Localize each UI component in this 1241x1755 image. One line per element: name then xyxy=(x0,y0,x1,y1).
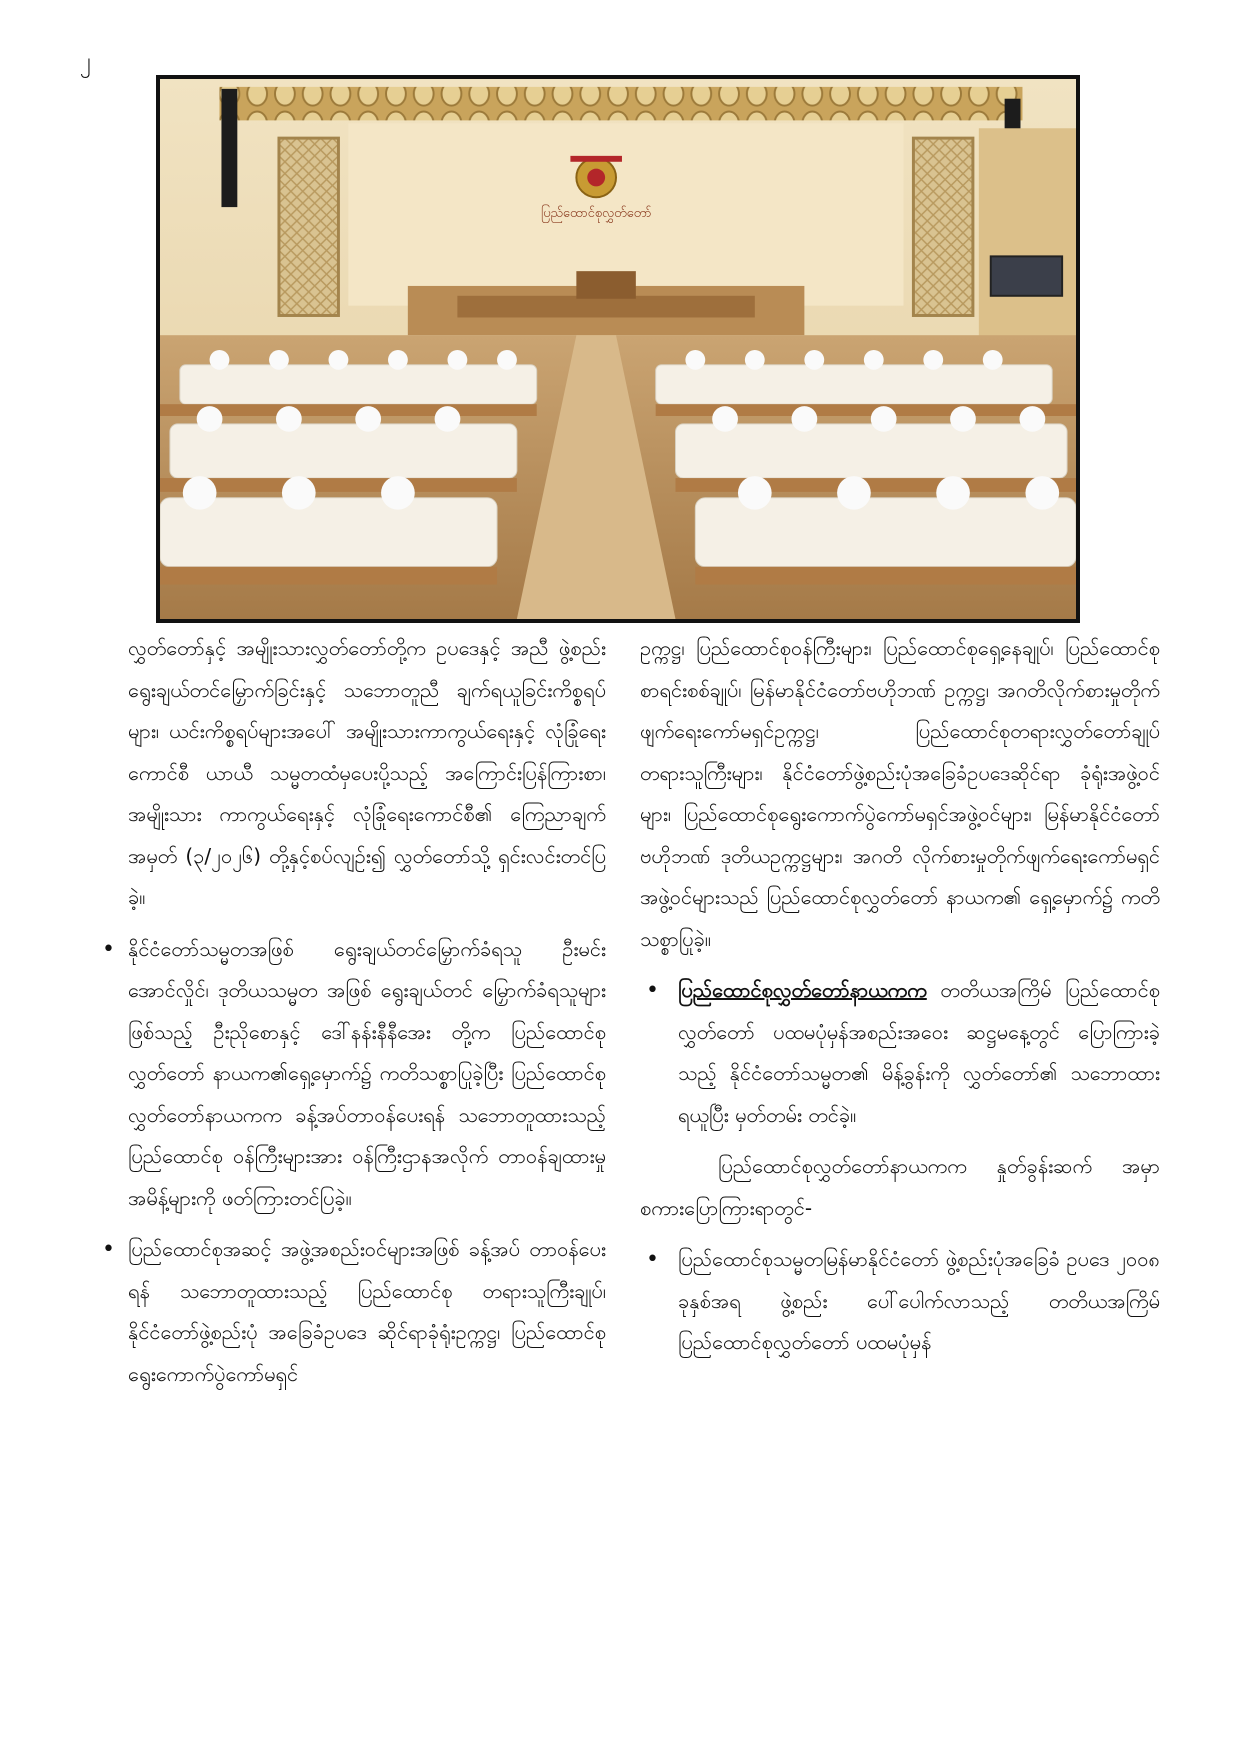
parliament-hall-photo xyxy=(156,75,1080,623)
speaker-bold-label: ပြည်ထောင်စုလွှတ်တော်နာယကက xyxy=(678,978,927,1002)
bullet-president-oath: • နိုင်ငံတော်သမ္မတအဖြစ် ရွေးချယ်တင်မြှောက်ခံရသူ ဦးမင်းအောင်လှိုင်၊ ဒုတိယသမ္မတ အဖြစ် ရွေးချယ်တင် မြှောက်ခံရသူများဖြစ်သည့် ဦးညိုစောနှင့် ဒေါ်နန်းနီနီအေး တို့က ပြည်ထောင်စုလွှတ်တော် နာယက၏ရှေ့မှောက်၌ ကတိသစ္စာပြုခဲ့ပြီး ပြည်ထောင်စုလွှတ်တော်နာယကက ခန့်အပ်တာဝန်ပေးရန် သဘောတူထားသည့် ပြည်ထောင်စု ဝန်ကြီးများအား ဝန်ကြီးဌာနအလိုက် တာဝန်ချထားမှု အမိန့်များကို ဖတ်ကြားတင်ပြခဲ့။ xyxy=(96,929,606,1220)
emblem-caption: ပြည်ထောင်စုလွှတ်တော် xyxy=(540,205,652,221)
bullet-union-level-appointees: • ပြည်ထောင်စုအဆင့် အဖွဲ့အစည်းဝင်များအဖြစ် ခန့်အပ် တာဝန်ပေးရန် သဘောတူထားသည့် ပြည်ထောင်စု တရားသူကြီးချုပ်၊ နိုင်ငံတော်ဖွဲ့စည်းပုံ အခြေခံဥပဒေ ဆိုင်ရာခုံရုံးဥက္ကဋ္ဌ၊ ပြည်ထောင်စုရွေးကောက်ပွဲကော်မရှင် xyxy=(96,1229,606,1395)
speaker-record-text: တတိယအကြိမ် ပြည်ထောင်စုလွှတ်တော် ပထမပုံမှန်အစည်းအဝေး ဆဋ္ဌမနေ့တွင် ပြောကြားခဲ့သည့် နိုင်ငံတော်သမ္မတ၏ မိန့်ခွန်းကို လွှတ်တော်၏ သဘောထားရယူပြီး မှတ်တမ်း တင်ခဲ့။ xyxy=(678,978,1160,1127)
right-bullet-list xyxy=(640,970,1160,1136)
left-bullet-list xyxy=(128,929,606,1396)
speech-intro: ပြည်ထောင်စုလွှတ်တော်နာယကက နှုတ်ခွန်းဆက် အမှာစကားပြောကြားရာတွင်- xyxy=(640,1154,1160,1220)
bullet-constitution: • ပြည်ထောင်စုသမ္မတမြန်မာနိုင်ငံတော် ဖွဲ့စည်းပုံအခြေခံ ဥပဒေ ၂၀၀၈ ခုနှစ်အရ ဖွဲ့စည်း ပေါ်ပေါက်လာသည့် တတိယအကြိမ် ပြည်ထောင်စုလွှတ်တော် ပထမပုံမှန် xyxy=(640,1239,1160,1364)
bullet-speaker-record xyxy=(640,970,1160,1136)
speech-bullet-list xyxy=(640,1239,1160,1364)
right-column xyxy=(640,628,1160,1374)
continued-paragraph: ဥက္ကဋ္ဌ၊ ပြည်ထောင်စုဝန်ကြီးများ၊ ပြည်ထောင်စုရှေ့နေချုပ်၊ ပြည်ထောင်စုစာရင်းစစ်ချုပ်၊ မြန်မာနိုင်ငံတော်ဗဟိုဘဏ် ဥက္ကဋ္ဌ၊ အဂတိလိုက်စားမှုတိုက်ဖျက်ရေးကော်မရှင်ဥက္ကဋ္ဌ၊ ပြည်ထောင်စုတရားလွှတ်တော်ချုပ် တရားသူကြီးများ၊ နိုင်ငံတော်ဖွဲ့စည်းပုံအခြေခံဥပဒေဆိုင်ရာ ခုံရုံးအဖွဲ့ဝင် များ၊ ပြည်ထောင်စုရွေးကောက်ပွဲကော်မရှင်အဖွဲ့ဝင်များ၊ မြန်မာနိုင်ငံတော်ဗဟိုဘဏ် ဒုတိယဥက္ကဋ္ဌများ၊ အဂတိ လိုက်စားမှုတိုက်ဖျက်ရေးကော်မရှင် အဖွဲ့ဝင်များသည် ပြည်ထောင်စုလွှတ်တော် နာယက၏ ရှေ့မှောက်၌ ကတိ သစ္စာပြုခဲ့။ xyxy=(640,636,1160,951)
parliament-hall-illustration xyxy=(160,79,1076,619)
intro-paragraph: လွှတ်တော်နှင့် အမျိုးသားလွှတ်တော်တို့က ဥပဒေနှင့် အညီ ဖွဲ့စည်းရွေးချယ်တင်မြှောက်ခြင်းနှင့် သဘောတူညီ ချက်ရယူခြင်းကိစ္စရပ်များ၊ ယင်းကိစ္စရပ်များအပေါ် အမျိုးသားကာကွယ်ရေးနှင့် လုံခြုံရေးကောင်စီ ယာယီ သမ္မတထံမှပေးပို့သည့် အကြောင်းပြန်ကြားစာ၊ အမျိုးသား ကာကွယ်ရေးနှင့် လုံခြုံရေးကောင်စီ၏ ကြေညာချက် အမှတ် (၃/၂၀၂၆) တို့နှင့်စပ်လျဉ်း၍ လွှတ်တော်သို့ ရှင်းလင်းတင်ပြခဲ့။ xyxy=(128,636,606,909)
page-number: ၂ xyxy=(80,49,91,74)
left-column xyxy=(128,628,606,1405)
